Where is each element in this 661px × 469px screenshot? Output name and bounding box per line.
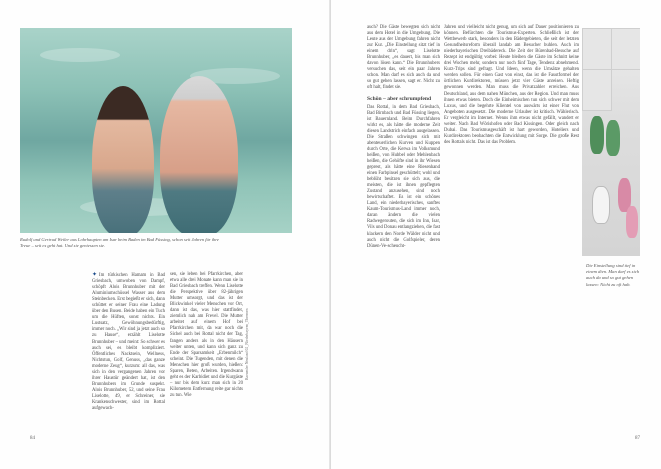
floor-tile xyxy=(582,28,612,70)
body-column-2 xyxy=(170,272,243,399)
article-start-marker: ✦ xyxy=(92,272,98,278)
column-1-text: Im türkischen Hamam in Bad Griesbach, umwoben von Dampf, schöpft Alois Brunnhuber mit der Aluminiumschüssel Wasser aus dem Steinbecken. Erst begießt er sich, dann schüttet er seiner Frau eine Ladung über den Busen. Beide haben ein Tuch um die Hüften, sonst nichts. Ein Lustsatz, Gewöhnungsbedürftig, immer noch. „Wir sind ja jetzt auch so zu Hause“, erzählt Liselotte Brunnhuber – und meint: So schwer es auch sei, es bleibt kompliziert. Öffentliches Nacktsein, Wellness, Nichtstun, Golf, Genuss, „das ganze moderne Zeug“, kurzum: all das, was sich in den vergangenen Jahren vor ihrer Haustür geändert hat, ist den Brunnhubers im Grunde suspekt. Alois Brunnhuber, 52, und seine Frau Liselotte, 49, er Schreiner, sie Krankenschwester, sind im Rottal aufgewach- xyxy=(92,273,165,412)
column-4-text: Jahren und vielleicht nicht genug, um sich auf Dauer positionieren zu können. Befürchten die Tourismus-Experten. Schließlich ist der Wettbewerb stark, besonders in den Bädergebieten, die seit der letzten Gesundheitsreform überall landab am Besucher buhlen. Auch im niederbayerischen Dreibädereck. Die Zeit der Bürenbad-Besuche auf Rezept ist endgültig vorbei: Heute bleiben die Gäste im Schnitt keine drei Wochen mehr, sondern nur noch fünf Tage, Tendenz abnehmend. Kurz-Trips sind gefragt. Und Ideen, wenn die Umsätze gehalten werden sollen. Für einen Gast von einst, das ist die Faustformel der örtlichen Kurdirektoren, müssen jetzt vier Gäste anreisen. Heftig gewonnen werden. Man muss die Privatzahler erreichen. Aus Deutschland, aus dem nahen München, aus der Region. Und man muss ihnen etwas bieten. Doch die Einheimischen tun sich schwer mit dem Luxus, und die begehrte Klientel von auswärts ist einer Flut von Angeboten ausgesetzt. Die moderne Urlauber ist kritisch. Wählerisch. Er vergleicht im Internet. Wenns ihm etwas nicht gefällt, wandert er weiter. Nach Bad Wörishofen oder Bad Kissingen. Oder gleich nach Dubai. Das Tourismusgeschäft ist hart geworden, Hoteliers und Kurdirektoren beobachten die Entwicklung mit Sorge. Die große Rest des Rottals nicht. Das ist das Problem. xyxy=(444,25,579,145)
green-sandal xyxy=(590,116,604,154)
body-column-4 xyxy=(444,25,579,146)
flipflops-photo xyxy=(582,28,640,256)
body-column-1 xyxy=(92,272,165,412)
column-3a-text: auch? Die Gäste bewegten sich nicht aus dem Hotel in die Umgebung. Die Leute aus der Umgebung fahren nicht zur Kur. „Die Einstellung sitzt tief in einem drin“, sagt Liselotte Brunnhuber, „es dauert, bis man sich davon lösen kann.“ Die Brunnhubers versuchen das, seit ein paar Jahren schon. Man darf es sich auch da und so gut gehen lassen, sagt er. Nicht zu oft halt, findet sie. xyxy=(367,25,440,91)
section-subhead: Schön – aber schrumpfend xyxy=(367,95,432,102)
photo-caption-left: Rudolf und Gertrud Weiler aus Lohrhaupten am Isar beim Baden im Bad Füssing, schon seit Jahren für ihre Treue – seit es geht hat. Und sie geniessen sie. xyxy=(20,237,219,249)
column-2-text: sen, sie leben bei Pfarrkirchen, aber etwa alle drei Monate kann man sie in Bad Griesbach treffen. Wenn Liselotte die Perspektive über 82-jährigen Mutter umsorgt, und das ist der Blickwinkel vieler Menschen vor Ort, dann ist das, was hier stattfindet, ziemlich nah am Frevel. Die Mutter arbeitet auf einem Hof bei Pfarrkirchen mit, da war noch die Sichel auch bei Rottal nicht der Tag, fangen anders als in den Häusern weiter unten, und kann sich ganz zu Ende der Sparsamkeit „Erbenmilch“ scheint. Die Tugenden, mit denen die Menschen hier groß wurden, hießen: Sparen, Beten, Arbeiten. Irgendwann geht es der Karbidiet und die Kurgäste – nur bis dem kurz man sich in 20 Kilometern Entfernung reite gar nichts zu tun. Wie xyxy=(170,272,243,398)
floor-tile xyxy=(611,28,640,70)
photo-caption-right: Die Einstellung sind tief in einem dien. Man darf es sich auch da und so gut gehen lassen: Nicht zu oft hab. xyxy=(586,263,640,287)
body-column-3 xyxy=(367,25,440,250)
pink-flipflop xyxy=(626,206,638,238)
green-sandal xyxy=(606,120,620,156)
page-number-right: 87 xyxy=(635,436,640,441)
column-3b-text: Das Rottal, in dem Bad Griesbach, Bad Birnbach und Bad Füssing liegen, ist Bauernland. Beim Durchfahren wirkt es, als hätte die moderne Zeit diesen Landstrich einfach ausgelassen. Die Straßen schwingen sich mit abenteuerlichen Kurven und Kuppen durch Orte, die Kerwa im Volksmund heißen, von Hubbel oder Mehlenbach heißen, die Gehöfte sind in ihr Wiesen geprest, als hätte eine Riesenhand einen Farbpinsel geschüttelt; wohl und beblüht besitzen sie sich aus, die meisten, die ist ihnen gepflegten Zustand anzusehen, sind noch bewirtschaftet. Es ist ein schönes Land, ein niederbayerisches, sanftes Kaum-Tourismus-Land immer noch, daran ändern die vielen Radwegerouten, die sich im Inn, Isar, Vils und Donau entlangziehen, die fast klackern den Norde Wälder nicht und auch nicht die Golfspieler, deren Dünen-Ve-scheucht- xyxy=(367,104,440,249)
water-ripple xyxy=(40,48,120,62)
running-head: Baeumler Neuland 02_Niederbayern_Thermen xyxy=(245,308,249,380)
man-figure xyxy=(160,76,238,233)
white-slipper xyxy=(592,186,610,224)
left-page xyxy=(0,0,330,469)
page-number-left: 84 xyxy=(30,436,35,441)
woman-figure xyxy=(92,86,154,233)
pool-couple-photo xyxy=(20,28,292,233)
floor-tile xyxy=(582,69,612,111)
